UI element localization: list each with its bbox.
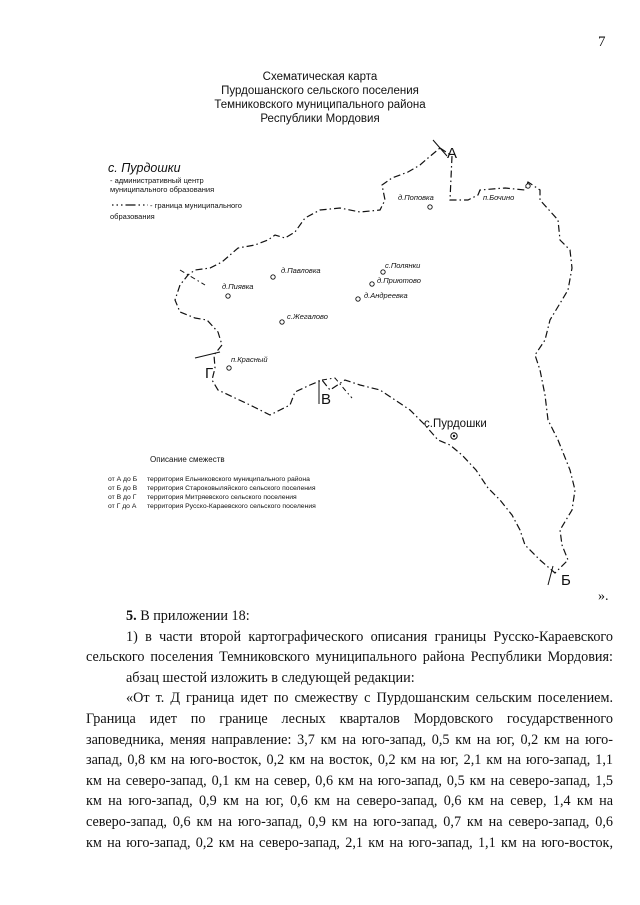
adjacency-from-to: от В до Г [108,494,137,501]
point-a-label: А [447,145,458,162]
body-text [86,606,613,853]
settlement-marker [370,282,374,286]
adjacency-text: территория Русско-Караевского сельского поселения [147,503,316,510]
legend-boundary-desc: - граница муниципального [150,201,242,210]
section-heading [86,606,613,627]
paragraph-line: северо-запад, 0,6 км на юго-запад, 0,9 км на юго-запад, 0,7 км на северо-запад, 0,6 [86,813,613,830]
paragraph-line: запад, 0,8 км на юго-восток, 0,2 км на восток, 0,2 км на юг, 2,1 км на юго-запад, 1,1 [86,752,613,769]
paragraph-line: км на северо-запад, 0,1 км на север, 0,6 км на юго-запад, 0,5 км на северо-запад, 1,5 [86,772,613,789]
legend-center-name: с. Пурдошки [108,161,181,175]
settlement-label: д.Поповка [398,193,434,202]
map-title-line: Республики Мордовия [260,113,380,125]
section-number: 5. [126,608,137,624]
map-title-line: Темниковского муниципального района [214,99,426,111]
map-title-line: Схематическая карта [262,71,378,83]
paragraph-line: км на юго-запад, 0,2 км на северо-запад, 2,1 км на юго-запад, 1,1 км на юго-восток, [86,834,613,851]
point-b-tick [548,566,553,585]
legend-center-desc: - административный центр [110,176,204,185]
settlement-marker [271,275,275,279]
admin-center-label: с.Пурдошки [424,418,487,430]
settlement-label: д.Пиявка [222,282,254,291]
settlement-marker [356,297,360,301]
settlement-marker [226,294,230,298]
adjacency-from-to: от Г до А [108,503,137,510]
adjacency-text: территория Митряевского сельского поселения [147,494,297,501]
settlement-marker [428,205,432,209]
map-title-line: Пурдошанского сельского поселения [221,85,419,97]
settlement-marker [381,270,385,274]
settlement-marker [280,320,284,324]
paragraph-line: «От т. Д граница идет по смежеству с Пурдошанским сельским поселением. [126,690,613,707]
admin-center-dot [453,435,455,437]
point-a-tick [433,140,447,156]
point-v-label: В [321,391,332,408]
page-number: 7 [598,34,606,50]
settlement-label: с.Жегалово [287,312,328,321]
settlement-label: д.Павловка [281,266,321,275]
settlement-label: с.Полянки [385,261,421,270]
paragraph-line: 1) в части второй картографического описания границы Русско-Караевского [126,628,613,645]
adjacency-text: территория Ельниковского муниципального района [147,476,310,483]
adjacency-from-to: от А до Б [108,476,138,483]
settlement-label: д.Приютово [377,276,421,285]
point-g-tick [195,352,220,358]
adjacency-from-to: от Б до В [108,485,138,492]
paragraph-line: абзац шестой изложить в следующей редакции: [126,669,415,686]
closing-quote: ». [598,589,609,600]
point-b-label: Б [561,572,571,589]
paragraph-line: Граница идет по границе лесных кварталов Мордовского государственного [86,710,613,727]
legend-boundary-desc: образования [110,212,155,221]
adjacency-text: территория Староковыляйского сельского поселения [147,485,316,492]
settlement-marker [227,366,231,370]
paragraph-line: км на юго-запад, 0,9 км на юг, 0,6 км на северо-запад, 0,6 км на север, 1,4 км на [86,793,613,810]
point-g-label: Г [205,365,214,382]
legend-center-desc: муниципального образования [110,185,215,194]
settlement-label: п.Красный [231,355,268,364]
paragraph-line: заповедника, меняя направление: 3,7 км на юго-запад, 0,5 км на юг, 0,2 км на юго- [86,731,613,748]
section-title: В приложении 18: [136,608,250,624]
settlement-label: п.Бочино [483,193,515,202]
settlement-marker [526,184,530,188]
settlement-label: д.Андреевка [364,291,408,300]
adjacency-title: Описание смежеств [150,455,225,464]
paragraph-line: сельского поселения Темниковского муниципального района Республики Мордовия: [86,649,613,666]
